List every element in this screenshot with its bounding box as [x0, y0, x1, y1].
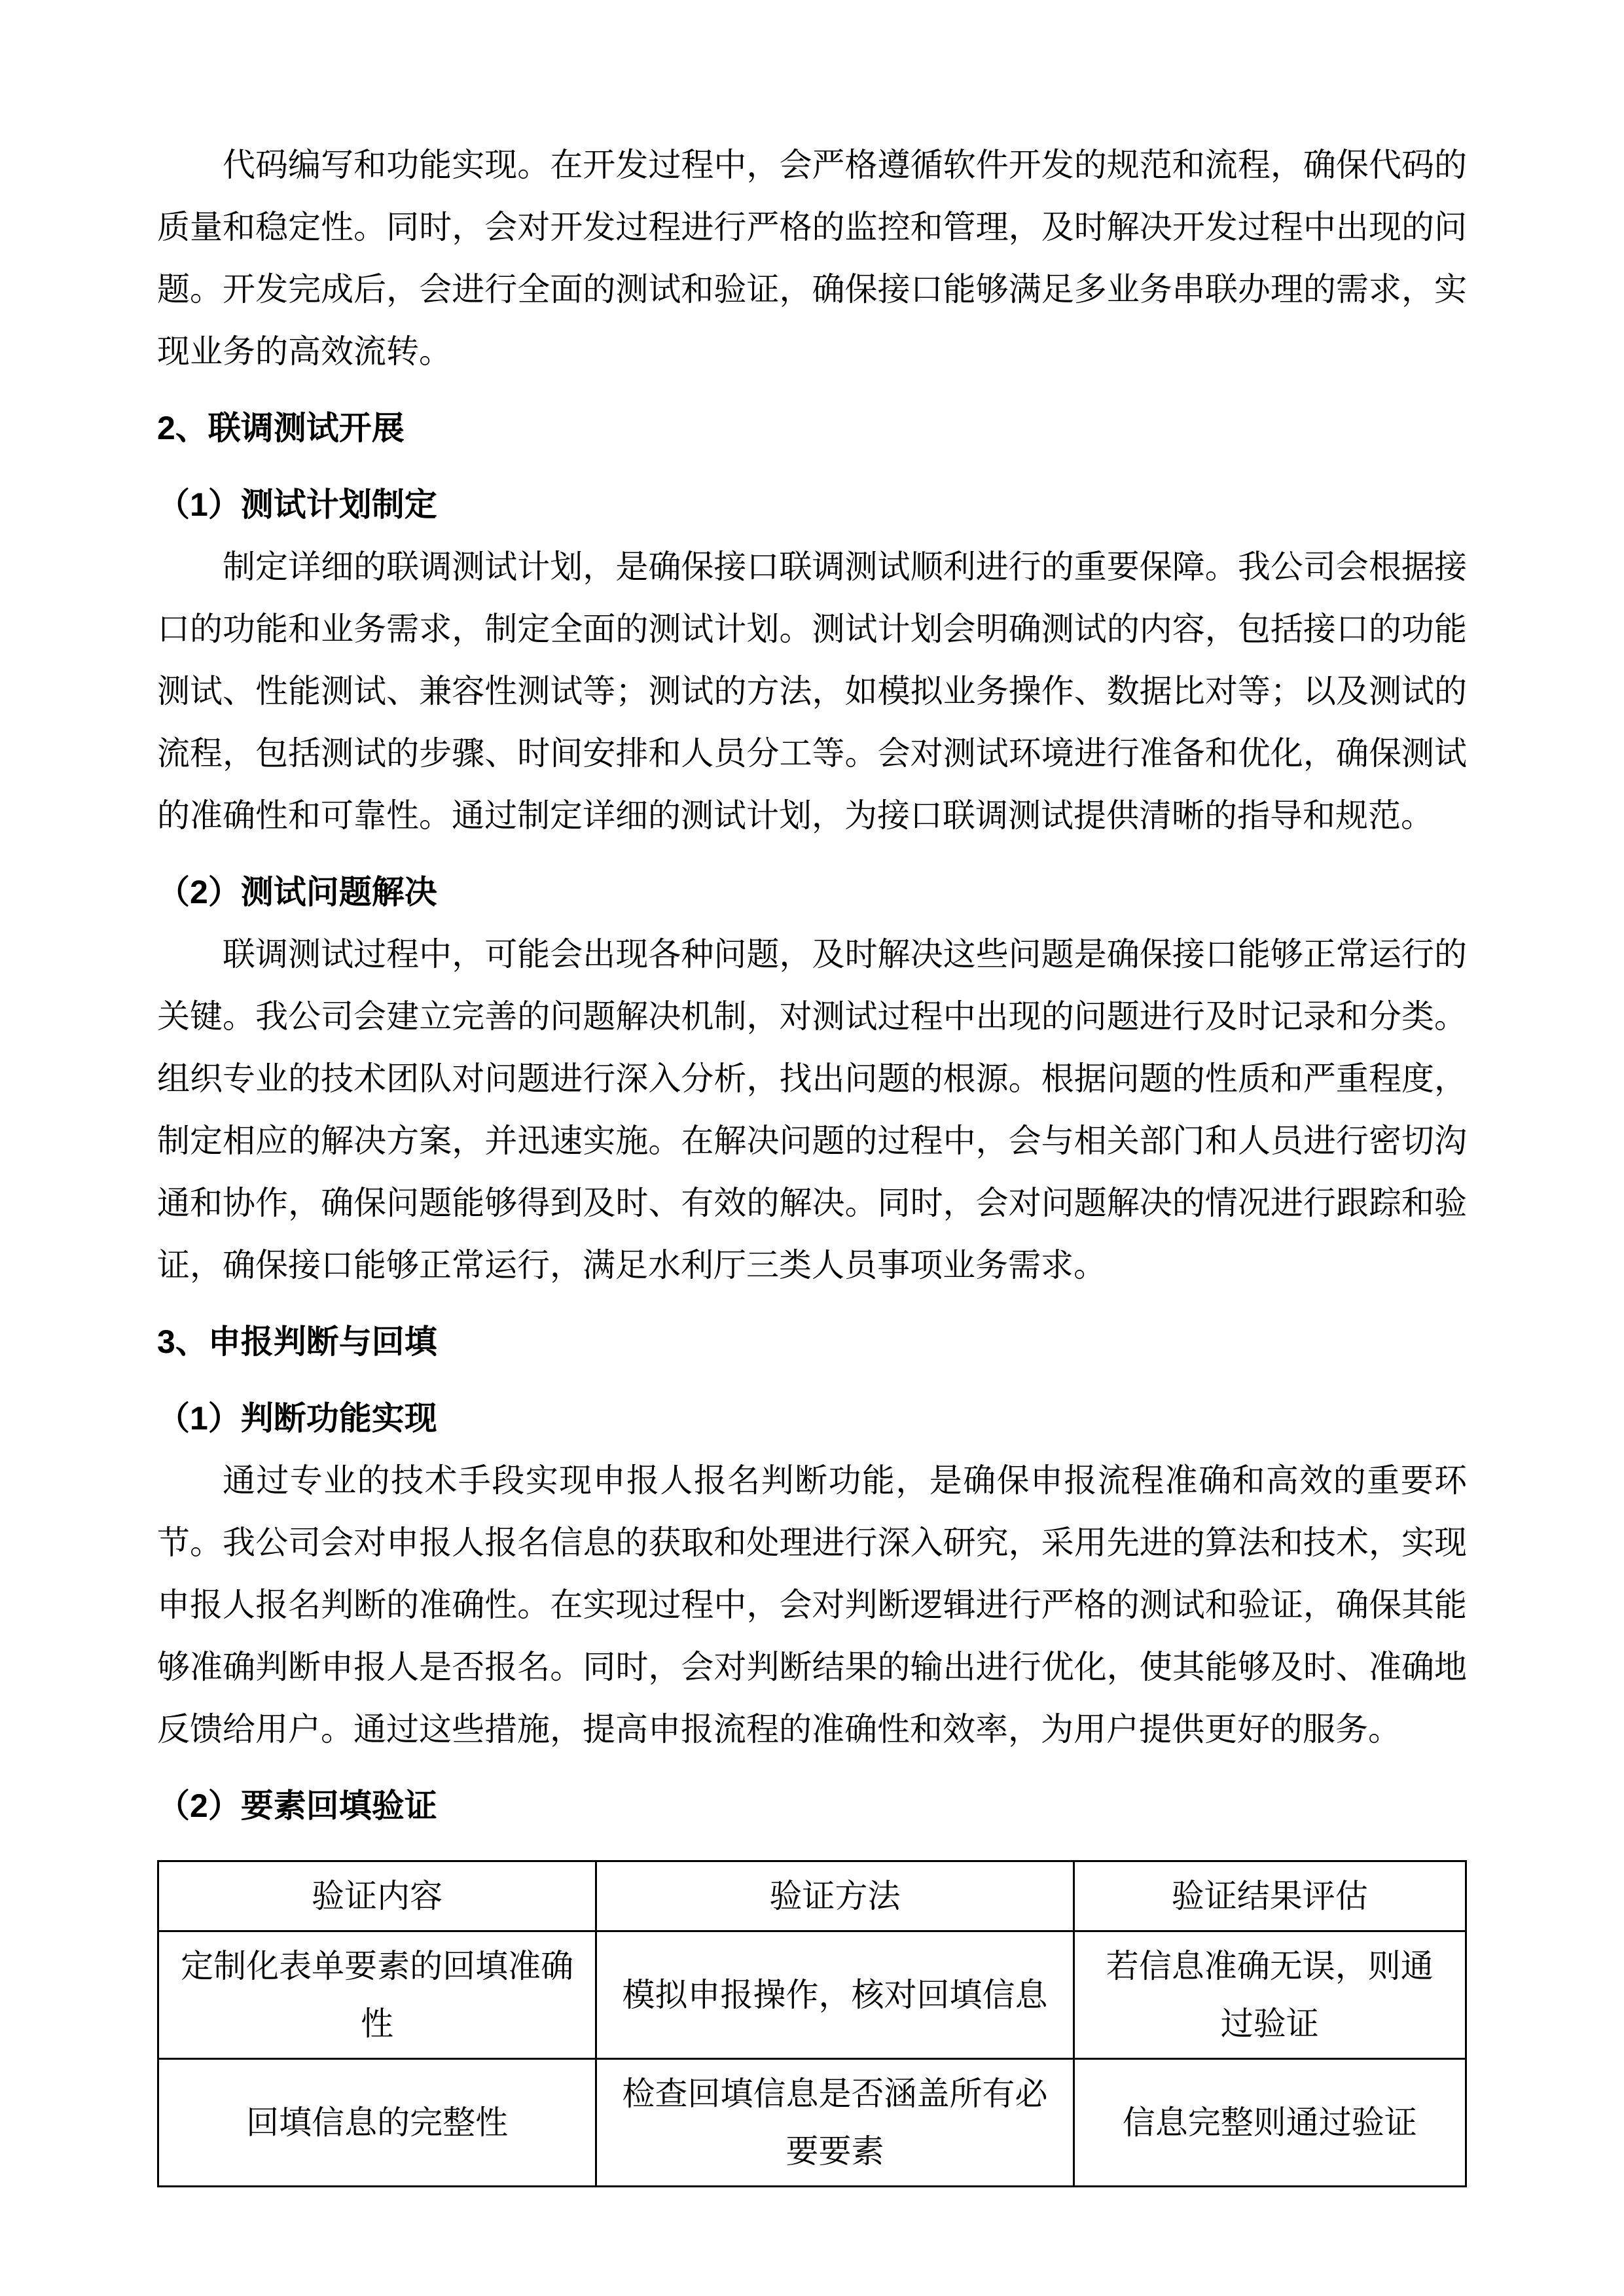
section-2-heading: 2、联调测试开展: [157, 410, 405, 446]
section-2-sub-2-paragraph: 联调测试过程中，可能会出现各种问题，及时解决这些问题是确保接口能够正常运行的关键。我公司会建立完善的问题解决机制，对测试过程中出现的问题进行及时记录和分类。组织专业的技术团队对问题进行深入分析，找出问题的根源。根据问题的性质和严重程度，制定相应的解决方案，并迅速实施。在解决问题的过程中，会与相关部门和人员进行密切沟通和协作，确保问题能够得到及时、有效的解决。同时，会对问题解决的情况进行跟踪和验证，确保接口能够正常运行，满足水利厅三类人员事项业务需求。: [157, 936, 1467, 1283]
table-cell: 定制化表单要素的回填准确性: [158, 1931, 596, 2059]
section-2-sub-2-heading: （2）测试问题解决: [157, 874, 437, 910]
table-cell: 回填信息的完整性: [158, 2059, 596, 2187]
section-3-sub-1-heading: （1）判断功能实现: [157, 1400, 437, 1437]
section-3-sub-1-paragraph: 通过专业的技术手段实现申报人报名判断功能，是确保申报流程准确和高效的重要环节。我公司会对申报人报名信息的获取和处理进行深入研究，采用先进的算法和技术，实现申报人报名判断的准确性。在实现过程中，会对判断逻辑进行严格的测试和验证，确保其能够准确判断申报人是否报名。同时，会对判断结果的输出进行优化，使其能够及时、准确地反馈给用户。通过这些措施，提高申报流程的准确性和效率，为用户提供更好的服务。: [157, 1462, 1467, 1748]
table-cell: 检查回填信息是否涵盖所有必要要素: [596, 2059, 1074, 2187]
section-3-sub-2-heading: （2）要素回填验证: [157, 1787, 437, 1824]
verification-table: [157, 1860, 1467, 2187]
table-row: [158, 2059, 1466, 2187]
section-2-sub-1-paragraph: 制定详细的联调测试计划，是确保接口联调测试顺利进行的重要保障。我公司会根据接口的功能和业务需求，制定全面的测试计划。测试计划会明确测试的内容，包括接口的功能测试、性能测试、兼容性测试等；测试的方法，如模拟业务操作、数据比对等；以及测试的流程，包括测试的步骤、时间安排和人员分工等。会对测试环境进行准备和优化，确保测试的准确性和可靠性。通过制定详细的测试计划，为接口联调测试提供清晰的指导和规范。: [157, 548, 1467, 834]
section-2-sub-1-heading: （1）测试计划制定: [157, 486, 437, 523]
table-cell: 模拟申报操作，核对回填信息: [596, 1931, 1074, 2059]
table-row: [158, 1931, 1466, 2059]
table-cell: 信息完整则通过验证: [1074, 2059, 1466, 2187]
table-cell: 若信息准确无误，则通过验证: [1074, 1931, 1466, 2059]
table-header-cell: 验证结果评估: [1074, 1861, 1466, 1931]
table-header-row: [158, 1861, 1466, 1931]
table-header-cell: 验证方法: [596, 1861, 1074, 1931]
intro-paragraph: 代码编写和功能实现。在开发过程中，会严格遵循软件开发的规范和流程，确保代码的质量和稳定性。同时，会对开发过程进行严格的监控和管理，及时解决开发过程中出现的问题。开发完成后，会进行全面的测试和验证，确保接口能够满足多业务串联办理的需求，实现业务的高效流转。: [157, 147, 1467, 370]
section-3-heading: 3、申报判断与回填: [157, 1323, 437, 1360]
table-header-cell: 验证内容: [158, 1861, 596, 1931]
